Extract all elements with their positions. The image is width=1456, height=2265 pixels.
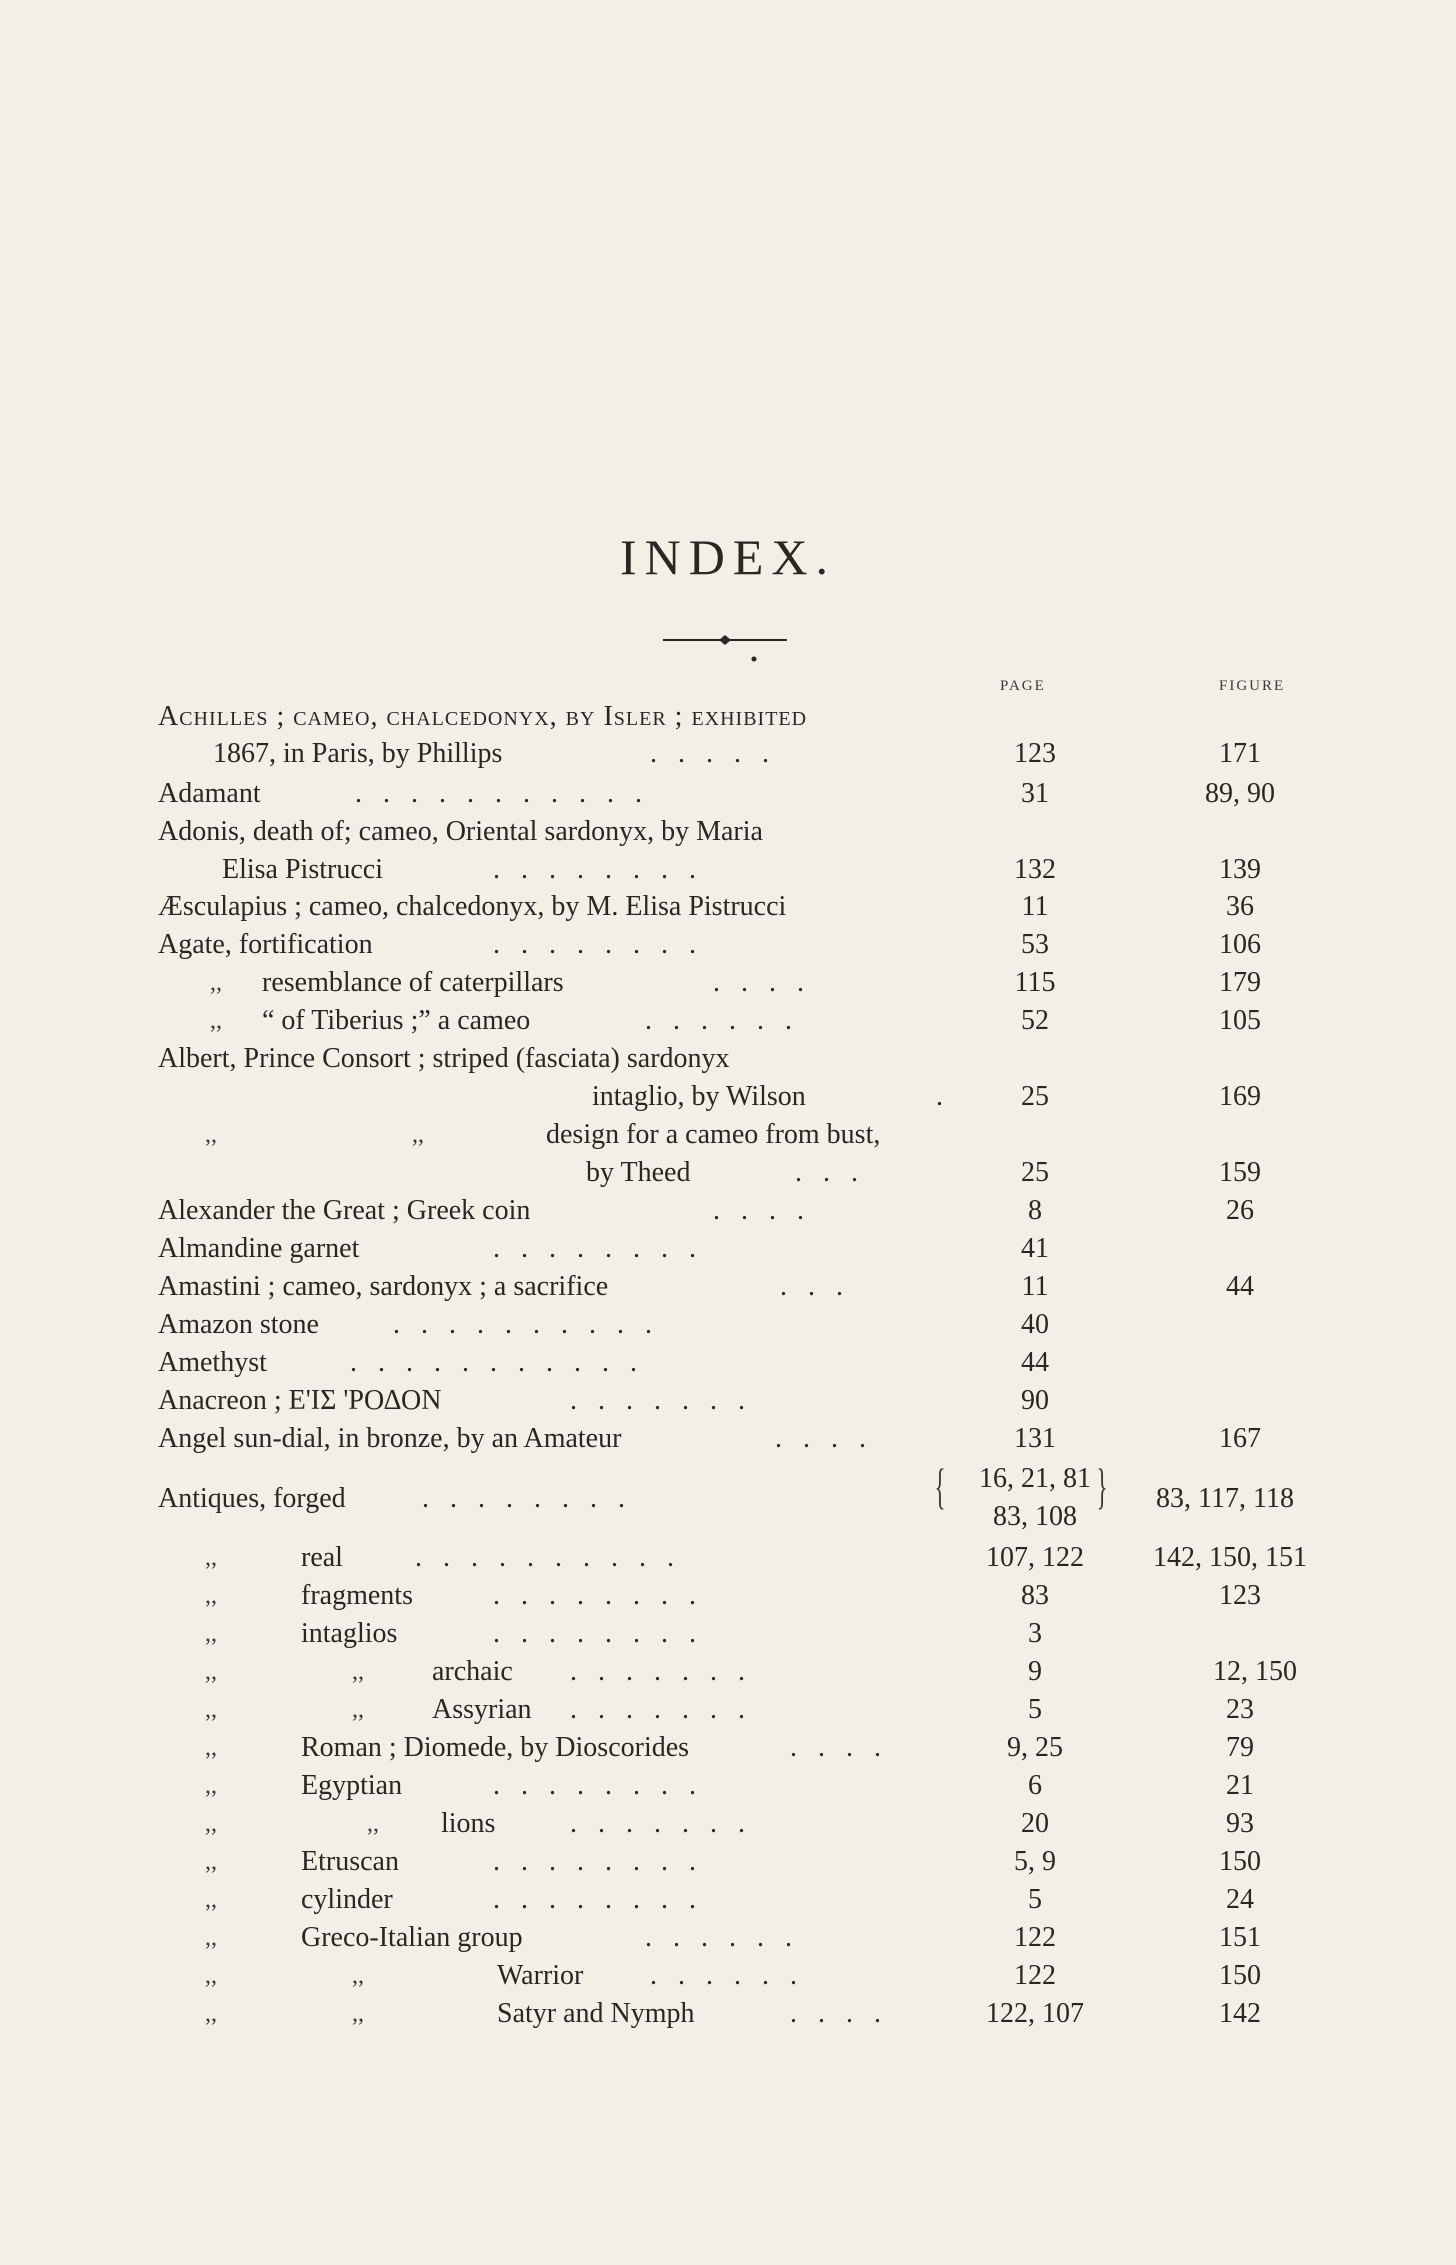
figure-number: 44 [1226,1271,1254,1302]
page-title: INDEX. [619,529,837,585]
page-number: 3 [1028,1618,1042,1649]
index-entry-text: Adonis, death of; cameo, Oriental sardonyx, by Maria [158,816,763,847]
leader-dots: . . . . . . . . [422,1483,625,1514]
index-entry-text: Anacreon ; Ε'ΙΣ 'ΡΟΔΟΝ [158,1385,442,1416]
index-entry-text: design for a cameo from bust, [546,1119,881,1150]
leader-dots: . . . . . [650,738,769,769]
figure-number: 105 [1219,1005,1261,1036]
page-number: 25 [1021,1157,1049,1188]
leader-dots: . . . [780,1271,843,1302]
index-entry-text: Elisa Pistrucci [222,854,383,885]
leader-dots: . . . . [775,1423,866,1454]
index-entry-text: Greco-Italian group [301,1922,523,1953]
leader-dots: . [936,1081,943,1112]
page-number: 9, 25 [1007,1732,1063,1763]
page-number: 44 [1021,1347,1049,1378]
page-number: 25 [1021,1081,1049,1112]
leader-dots: . . . . . . [650,1960,797,1991]
leader-dots: . . . . . . . . [493,1770,696,1801]
index-entry-text: Almandine garnet [158,1233,360,1264]
leader-dots: . . . . . . . . . . . [350,1347,637,1378]
ditto-mark: ,, [352,2001,364,2027]
index-entry-text: archaic [432,1656,513,1687]
figure-number: 169 [1219,1081,1261,1112]
ditto-mark: ,, [205,1963,217,1989]
index-entry-text: Adamant [158,778,261,809]
index-entry-text: Etruscan [301,1846,399,1877]
index-entry-text: Angel sun-dial, in bronze, by an Amateur [158,1423,622,1454]
figure-number: 139 [1219,854,1261,885]
page-number: 8 [1028,1195,1042,1226]
figure-number: 36 [1226,891,1254,922]
index-entry-text: Amethyst [158,1347,267,1378]
leader-dots: . . . . . . . . [493,1233,696,1264]
index-entry-text: Antiques, forged [158,1483,346,1514]
ditto-mark: ,, [205,1545,217,1571]
leader-dots: . . . . . . . . [493,1884,696,1915]
page-number: 122 [1014,1922,1056,1953]
page-number: 90 [1021,1385,1049,1416]
ditto-mark: ,, [205,1887,217,1913]
leader-dots: . . . . . . . [570,1385,745,1416]
index-entry-text: Æsculapius ; cameo, chalcedonyx, by M. Elisa Pistrucci [158,891,787,922]
page-number: 5 [1028,1694,1042,1725]
index-entry-text: Assyrian [432,1694,532,1725]
ditto-mark: ,, [352,1659,364,1685]
page-number: 5 [1028,1884,1042,1915]
ditto-mark: ,, [205,1697,217,1723]
page-number: 41 [1021,1233,1049,1264]
ditto-mark: ,, [205,1621,217,1647]
index-entry-text: Warrior [497,1960,584,1991]
page-number: 20 [1021,1808,1049,1839]
figure-number: 21 [1226,1770,1254,1801]
leader-dots: . . . . [713,1195,804,1226]
figure-number: 106 [1219,929,1261,960]
index-entry-text: intaglio, by Wilson [592,1081,806,1112]
ditto-mark: ,, [205,1122,217,1148]
leader-dots: . . . . . . . [570,1694,745,1725]
page-number: 83 [1021,1580,1049,1611]
figure-number: 142, 150, 151 [1153,1542,1307,1573]
page-number: 6 [1028,1770,1042,1801]
leader-dots: . . . . . . . . . . [393,1309,652,1340]
page-number: 83, 108 [993,1501,1077,1532]
leader-dots: . . . [795,1157,858,1188]
figure-number: 93 [1226,1808,1254,1839]
page-number: 122 [1014,1960,1056,1991]
index-entry-text: Amastini ; cameo, sardonyx ; a sacrifice [158,1271,609,1302]
index-entry-text: Roman ; Diomede, by Dioscorides [301,1732,690,1763]
leader-dots: . . . . . . [645,1922,792,1953]
page-number: 122, 107 [986,1998,1084,2029]
leader-dots: . . . . . . . [570,1808,745,1839]
leader-dots: . . . . . . . . [493,1618,696,1649]
figure-number: 79 [1226,1732,1254,1763]
leader-dots: . . . . . . [645,1005,792,1036]
index-entry-text: Achilles ; cameo, chalcedonyx, by Isler ; exhibited [158,701,808,732]
figure-number: 150 [1219,1846,1261,1877]
index-entry-text: cylinder [301,1884,393,1915]
page-number: 123 [1014,738,1056,769]
index-entry-text: real [301,1542,343,1573]
page-number: 16, 21, 81 [979,1463,1091,1494]
figure-number: 151 [1219,1922,1261,1953]
ditto-mark: ,, [205,1735,217,1761]
index-entry-text: 1867, in Paris, by Phillips [213,738,503,769]
ditto-mark: ,, [352,1697,364,1723]
figure-number: 150 [1219,1960,1261,1991]
leader-dots: . . . . . . . . . . [415,1542,674,1573]
ditto-mark: ,, [205,1811,217,1837]
index-entry-text: Albert, Prince Consort ; striped (fasciata) sardonyx [158,1043,730,1074]
index-entry-text: intaglios [301,1618,398,1649]
figure-number: 83, 117, 118 [1156,1483,1294,1514]
figure-number: 89, 90 [1205,778,1275,809]
column-header-page: PAGE [1000,678,1046,694]
leader-dots: . . . . . . . . [493,1580,696,1611]
ditto-mark: ,, [205,1659,217,1685]
index-entry-text: resemblance of caterpillars [262,967,564,998]
figure-number: 26 [1226,1195,1254,1226]
index-entry-text: “ of Tiberius ;” a cameo [262,1005,531,1036]
index-entry-text: by Theed [586,1157,691,1188]
ditto-mark: ,, [205,1773,217,1799]
page-number: 31 [1021,778,1049,809]
index-entry-text: Agate, fortification [158,929,373,960]
leader-dots: . . . . . . . [570,1656,745,1687]
page-number: 52 [1021,1005,1049,1036]
ditto-mark: ,, [210,1008,222,1034]
page-number: 11 [1021,891,1049,922]
figure-number: 167 [1219,1423,1261,1454]
leader-dots: . . . . [790,1998,881,2029]
page-number: 115 [1014,967,1056,998]
leader-dots: . . . . . . . . . . . [355,778,642,809]
column-header-figure: FIGURE [1219,678,1286,694]
index-entry-text: Egyptian [301,1770,403,1801]
ditto-mark: ,, [412,1122,424,1148]
page-number: 107, 122 [986,1542,1084,1573]
figure-number: 142 [1219,1998,1261,2029]
index-entry-text: Alexander the Great ; Greek coin [158,1195,531,1226]
figure-number: 123 [1219,1580,1261,1611]
page-number: 40 [1021,1309,1049,1340]
leader-dots: . . . . [790,1732,881,1763]
ditto-mark: ,, [210,970,222,996]
index-entry-text: lions [441,1808,496,1839]
figure-number: 179 [1219,967,1261,998]
figure-number: 24 [1226,1884,1254,1915]
page-number: 5, 9 [1014,1846,1056,1877]
page-number: 131 [1014,1423,1056,1454]
index-entry-text: Amazon stone [158,1309,319,1340]
leader-dots: . . . . . . . . [493,854,696,885]
ditto-mark: ,, [352,1963,364,1989]
page-number: 132 [1014,854,1056,885]
page-number: 9 [1028,1656,1042,1687]
figure-number: 12, 150 [1213,1656,1297,1687]
ditto-mark: ,, [367,1811,379,1837]
ditto-mark: ,, [205,1583,217,1609]
figure-number: 171 [1219,738,1261,769]
figure-number: 23 [1226,1694,1254,1725]
left-brace-icon: { [934,1458,946,1514]
right-brace-icon: } [1096,1458,1108,1514]
page-number: 53 [1021,929,1049,960]
ditto-mark: ,, [205,1849,217,1875]
ditto-mark: ,, [205,1925,217,1951]
leader-dots: . . . . . . . . [493,1846,696,1877]
leader-dots: . . . . . . . . [493,929,696,960]
ditto-mark: ,, [205,2001,217,2027]
ornament-divider-icon [663,634,787,664]
index-entry-text: fragments [301,1580,413,1611]
page-number: 11 [1021,1271,1049,1302]
index-entry-text: Satyr and Nymph [497,1998,695,2029]
leader-dots: . . . . [713,967,804,998]
figure-number: 159 [1219,1157,1261,1188]
